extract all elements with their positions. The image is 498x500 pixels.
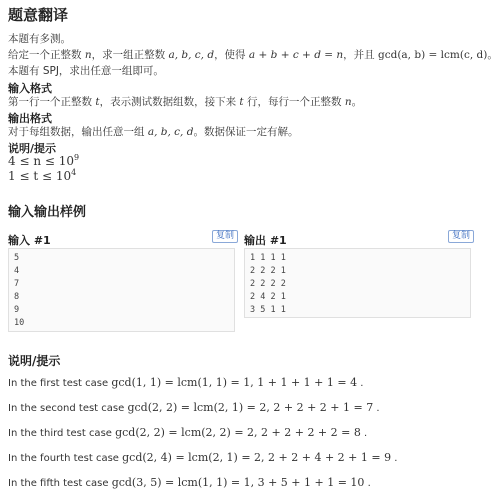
note-formula: gcd(1, 1) = lcm(1, 1) = 1, 1 + 1 + 1 + 1 = 4 [111, 376, 358, 389]
note-end: . [373, 403, 380, 414]
page-title: 题意翻译 [8, 6, 69, 24]
text: 对于每组数据，输出任意一组 [8, 126, 148, 138]
text: ，表示测试数据组数，接下来 [99, 96, 240, 108]
note-end: . [364, 478, 371, 489]
sample-line: 2 2 2 1 [250, 266, 286, 276]
note-text: In the fifth test case [8, 478, 112, 489]
sample-output-box [244, 248, 471, 318]
var-t: t [95, 96, 100, 108]
note-line-2 [8, 401, 380, 414]
text: 第一行一个正整数 [8, 96, 96, 108]
input-format-text [8, 94, 362, 110]
desc-text: ，使得 [214, 49, 249, 61]
desc-line-3: 本题有 SPJ，求出任意一组即可。 [8, 65, 164, 77]
gcd-lcm-condition: gcd(a, b) = lcm(c, d) [378, 49, 488, 61]
desc-line-2 [8, 47, 498, 63]
sample-input-box [8, 248, 235, 332]
vars-abcd: a, b, c, d [168, 49, 215, 61]
copy-input-button[interactable]: 复制 [212, 230, 238, 243]
vars-abcd: a, b, c, d [147, 126, 194, 138]
sample-output-lines [245, 249, 470, 317]
output-format-heading: 输出格式 [8, 112, 52, 125]
samples-heading: 输入输出样例 [8, 205, 87, 220]
desc-text: ，求一组正整数 [91, 49, 169, 61]
note-line-4 [8, 451, 397, 464]
sample-input-label: 输入 #1 [8, 234, 51, 247]
text: 行，每行一个正整数 [243, 96, 345, 108]
hint-heading: 说明/提示 [8, 142, 57, 155]
text: 。 [351, 96, 363, 108]
note-text: In the first test case [8, 378, 112, 389]
note-formula: gcd(2, 4) = lcm(2, 1) = 2, 2 + 2 + 4 + 2 + 1 = 9 [122, 451, 392, 464]
note-formula: gcd(2, 2) = lcm(2, 1) = 2, 2 + 2 + 2 + 1 = 7 [127, 401, 374, 414]
constraint-n [8, 153, 79, 168]
note-formula: gcd(3, 5) = lcm(1, 1) = 1, 3 + 5 + 1 + 1 = 10 [111, 476, 365, 489]
var-n: n [344, 96, 352, 108]
constraint-t [8, 168, 76, 183]
note-text: In the second test case [8, 403, 128, 414]
note-text: In the fourth test case [8, 453, 123, 464]
note-text: In the third test case [8, 428, 116, 439]
desc-line-1: 本题有多测。 [8, 33, 71, 45]
output-format-text [8, 124, 298, 140]
sample-line: 5 [14, 253, 20, 263]
var-n: n [84, 49, 92, 61]
note-line-1 [8, 376, 363, 389]
desc-text: 。 [487, 49, 498, 61]
constraint-text: 1 ≤ t ≤ 10 [8, 169, 72, 183]
sample-line: 1 1 1 1 [250, 253, 286, 263]
notes-heading: 说明/提示 [8, 354, 61, 368]
constraint-text: 4 ≤ n ≤ 10 [8, 154, 74, 168]
note-line-5 [8, 476, 371, 489]
note-end: . [357, 378, 364, 389]
copy-output-button[interactable]: 复制 [448, 230, 474, 243]
sample-line: 8 [14, 292, 20, 302]
note-end: . [360, 428, 368, 439]
var-t: t [239, 96, 244, 108]
sample-line: 3 5 1 1 [250, 305, 286, 315]
sample-output-label: 输出 #1 [244, 234, 287, 247]
exponent: 9 [74, 153, 80, 162]
sample-input-lines [9, 249, 234, 330]
sample-line: 10 [14, 318, 25, 328]
sample-line: 2 4 2 1 [250, 292, 286, 302]
desc-text: 给定一个正整数 [8, 49, 85, 61]
exponent: 4 [71, 168, 77, 177]
note-line-3 [8, 426, 367, 439]
sum-equation: a + b + c + d = n [248, 49, 344, 61]
sample-line: 2 2 2 2 [250, 279, 286, 289]
sample-line: 9 [14, 305, 20, 315]
input-format-heading: 输入格式 [8, 82, 52, 95]
sample-line: 4 [14, 266, 20, 276]
sample-line: 7 [14, 279, 20, 289]
note-end: . [391, 453, 398, 464]
desc-text: ，并且 [343, 49, 378, 61]
text: 。数据保证一定有解。 [193, 126, 299, 138]
note-formula: gcd(2, 2) = lcm(2, 2) = 2, 2 + 2 + 2 + 2 = 8 [115, 426, 361, 439]
